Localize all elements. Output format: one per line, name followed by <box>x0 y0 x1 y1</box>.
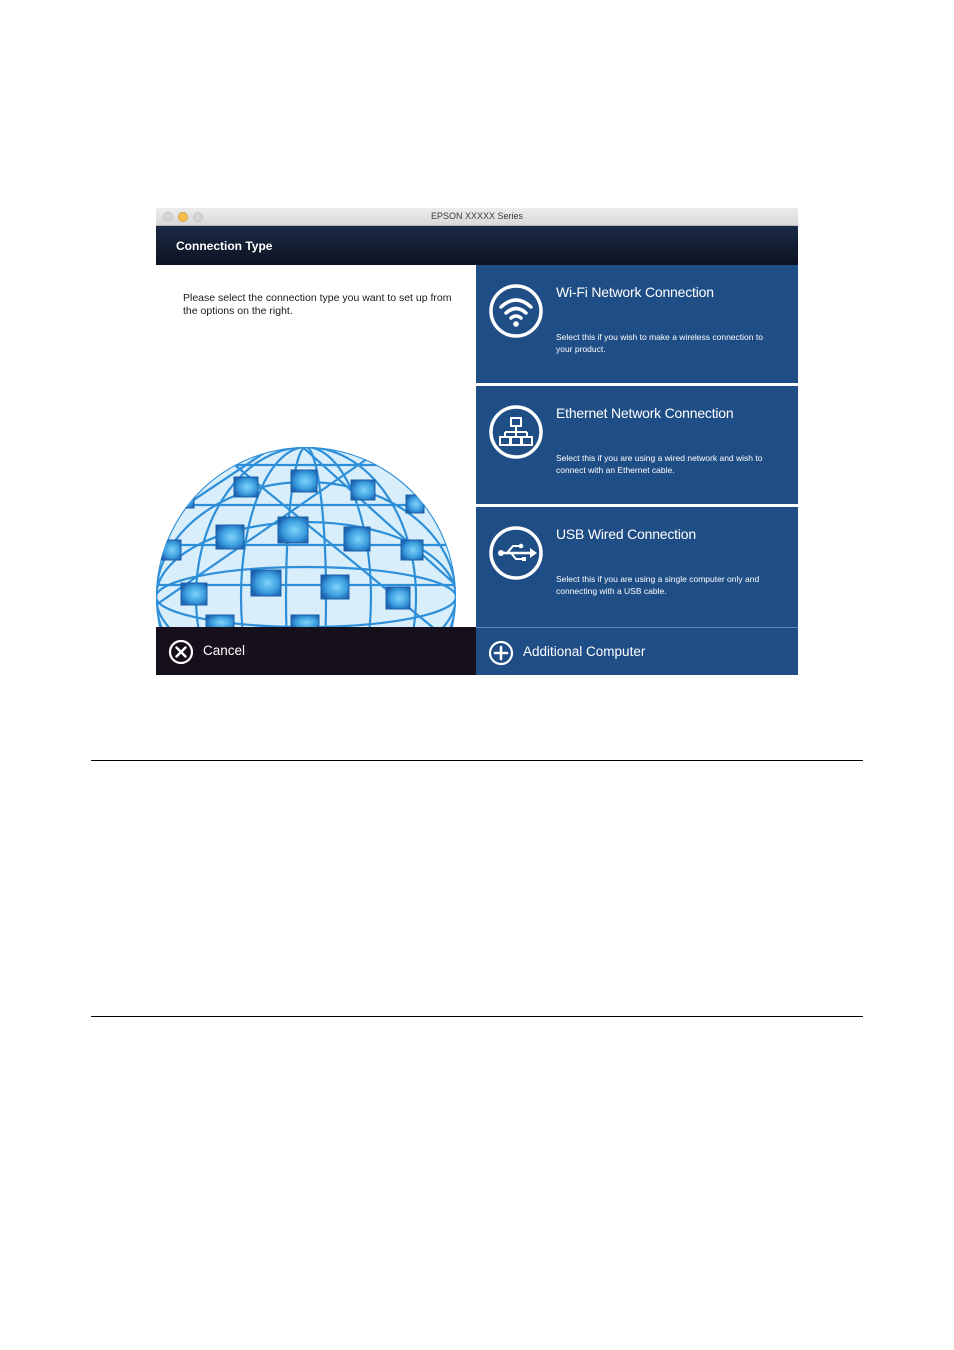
instruction-pane <box>156 265 476 627</box>
usb-option-title: USB Wired Connection <box>556 526 696 542</box>
cancel-button[interactable] <box>156 627 296 675</box>
horizontal-rule-upper <box>91 760 863 761</box>
cancel-label: Cancel <box>203 643 246 658</box>
dialog-header <box>156 226 798 265</box>
wifi-option-title: Wi-Fi Network Connection <box>556 284 714 300</box>
installer-window <box>156 208 798 675</box>
wifi-icon <box>488 283 544 339</box>
wifi-connection-option[interactable] <box>476 265 798 383</box>
window-titlebar <box>156 208 798 226</box>
wifi-option-description: Select this if you wish to make a wireless connection to your product. <box>556 332 763 354</box>
instruction-text: Please select the connection type you want to set up from the options on the right. <box>183 292 452 317</box>
usb-icon <box>488 525 544 581</box>
ethernet-connection-option[interactable] <box>476 386 798 504</box>
page-title: Connection Type <box>176 239 273 253</box>
connection-options <box>476 265 798 627</box>
footer-left <box>156 627 476 675</box>
add-plus-icon <box>488 640 514 666</box>
ethernet-network-icon <box>488 404 544 460</box>
additional-computer-button[interactable] <box>476 628 696 675</box>
usb-option-description: Select this if you are using a single computer only and connecting with a USB cable. <box>556 574 760 596</box>
cancel-x-icon <box>168 639 194 665</box>
additional-computer-label: Additional Computer <box>523 644 646 659</box>
ethernet-option-description: Select this if you are using a wired network and wish to connect with an Ethernet cable. <box>556 453 763 475</box>
network-globe-illustration <box>156 405 456 627</box>
footer-right <box>476 627 798 675</box>
usb-connection-option[interactable] <box>476 507 798 627</box>
ethernet-option-title: Ethernet Network Connection <box>556 405 734 421</box>
horizontal-rule-lower <box>91 1016 863 1017</box>
window-title: EPSON XXXXX Series <box>430 211 524 221</box>
